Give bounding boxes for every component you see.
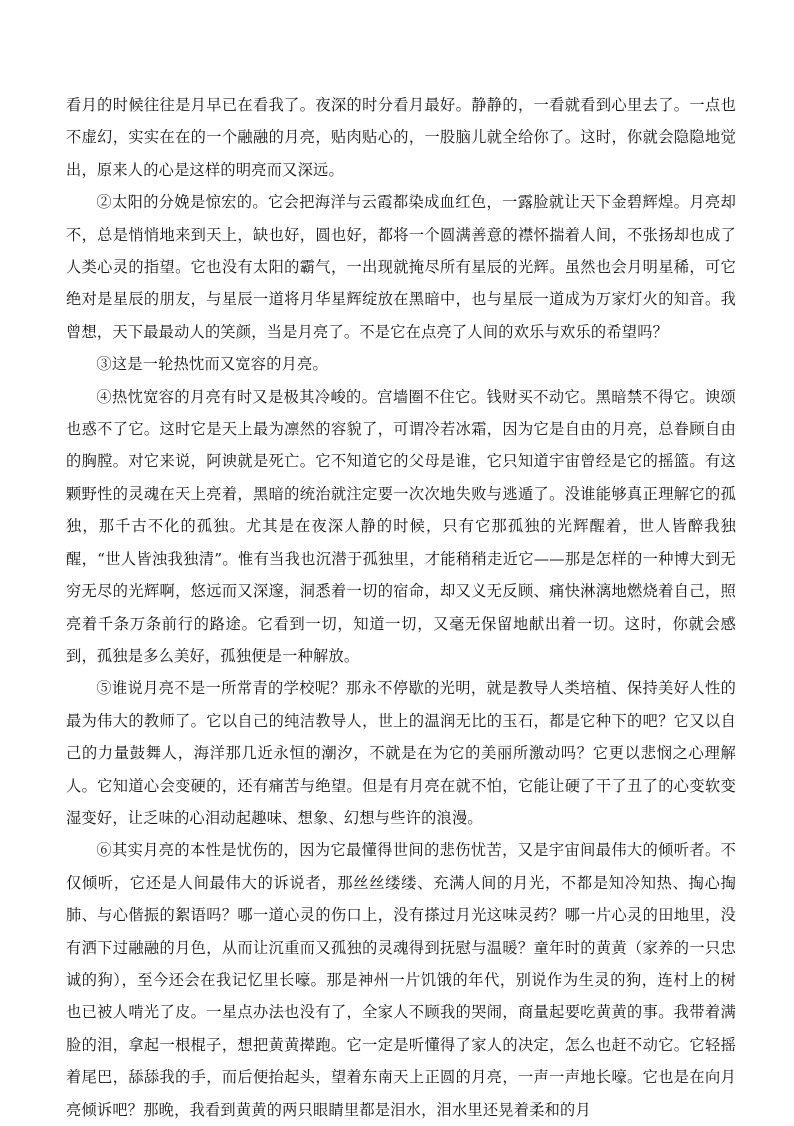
paragraph-continued: 看月的时候往往是月早已在看我了。夜深的时分看月最好。静静的，一看就看到心里去了。一点也不虚幻，实实在在的一个融融的月亮，贴肉贴心的，一股脑儿就全给你了。这时，你就会隐隐地觉出，原来人的心是这样的明亮而又深远。 bbox=[66, 96, 736, 179]
paragraph-6: ⑥其实月亮的本性是忧伤的，因为它最懂得世间的悲伤忧苦，又是宇宙间最伟大的倾听者。不仅倾听，它还是人间最伟大的诉说者，那丝丝缕缕、充满人间的月光，不都是知冷知热、掏心掏肺、与心偕振的絮语吗？哪一道心灵的伤口上，没有搽过月光这味灵药？哪一片心灵的田地里，没有洒下过融融的月色，从而让沉重而又孤独的灵魂得到抚慰与温暖？童年时的黄黄（家养的一只忠诚的狗），至今还会在我记忆里长嚎。那是神州一片饥饿的年代，别说作为生灵的狗，连村上的树也已被人啃光了皮。一星点办法也没有了，全家人不顾我的哭闹，商量起要吃黄黄的事。我带着满脸的泪，拿起一根棍子，想把黄黄撵跑。它一定是听懂得了家人的决定，怎么也赶不动它。它轻摇着尾巴，舔舔我的手，而后便抬起头，望着东南天上正圆的月亮，一声一声地长嚎。它也是在向月亮倾诉吧？那晚，我看到黄黄的两只眼睛里都是泪水，泪水里还晃着柔和的月 bbox=[66, 841, 736, 1119]
paragraph-5: ⑤谁说月亮不是一所常青的学校呢？那永不停歇的光明，就是教导人类培植、保持美好人性的最为伟大的教师了。它以自己的纯洁教导人，世上的温润无比的玉石，都是它种下的吧？它又以自己的力量鼓舞人，海洋那几近永恒的潮汐，不就是在为它的美丽所激动吗？它更以悲悯之心理解人。它知道心会变硬的，还有痛苦与绝望。但是有月亮在就不怕，它能让硬了干了丑了的心变软变湿变好，让乏味的心泪动起趣味、想象、幻想与些许的浪漫。 bbox=[66, 679, 736, 827]
paragraph-4: ④热忱宽容的月亮有时又是极其冷峻的。宫墙圈不住它。钱财买不动它。黑暗禁不得它。谀颂也惑不了它。这时它是天上最为凛然的容貌了，可谓冷若冰霜，因为它是自由的月亮，总眷顾自由的胸膛。对它来说，阿谀就是死亡。它不知道它的父母是谁，它只知道宇宙曾经是它的摇篮。有这颗野性的灵魂在天上亮着，黑暗的统治就注定要一次次地失败与逃遁了。没谁能够真正理解它的孤独，那千古不化的孤独。尤其是在夜深人静的时候，只有它那孤独的光辉醒着，世人皆醉我独醒，“世人皆浊我独清”。惟有当我也沉潜于孤独里，才能稍稍走近它——那是怎样的一种博大到无穷无尽的光辉啊，悠远而又深邃，洞悉着一切的宿命，却又义无反顾、痛快淋漓地燃烧着自己，照亮着千条万条前行的路途。它看到一切，知道一切，又毫无保留地献出着一切。这时，你就会感到，孤独是多么美好，孤独便是一种解放。 bbox=[66, 387, 736, 665]
paragraph-2: ②太阳的分娩是惊宏的。它会把海洋与云霞都染成血红色，一露脸就让天下金碧辉煌。月亮却不，总是悄悄地来到天上，缺也好，圆也好，都将一个圆满善意的襟怀揣着人间，不张扬却也成了人类心灵的指望。它也没有太阳的霸气，一出现就掩尽所有星辰的光辉。虽然也会月明星稀，可它绝对是星辰的朋友，与星辰一道将月华星辉绽放在黑暗中，也与星辰一道成为万家灯火的知音。我曾想，天下最最动人的笑颜，当是月亮了。不是它在点亮了人间的欢乐与欢乐的希望吗？ bbox=[66, 193, 736, 341]
document-body bbox=[66, 89, 736, 1126]
paragraph-3: ③这是一轮热忱而又宽容的月亮。 bbox=[96, 355, 328, 374]
